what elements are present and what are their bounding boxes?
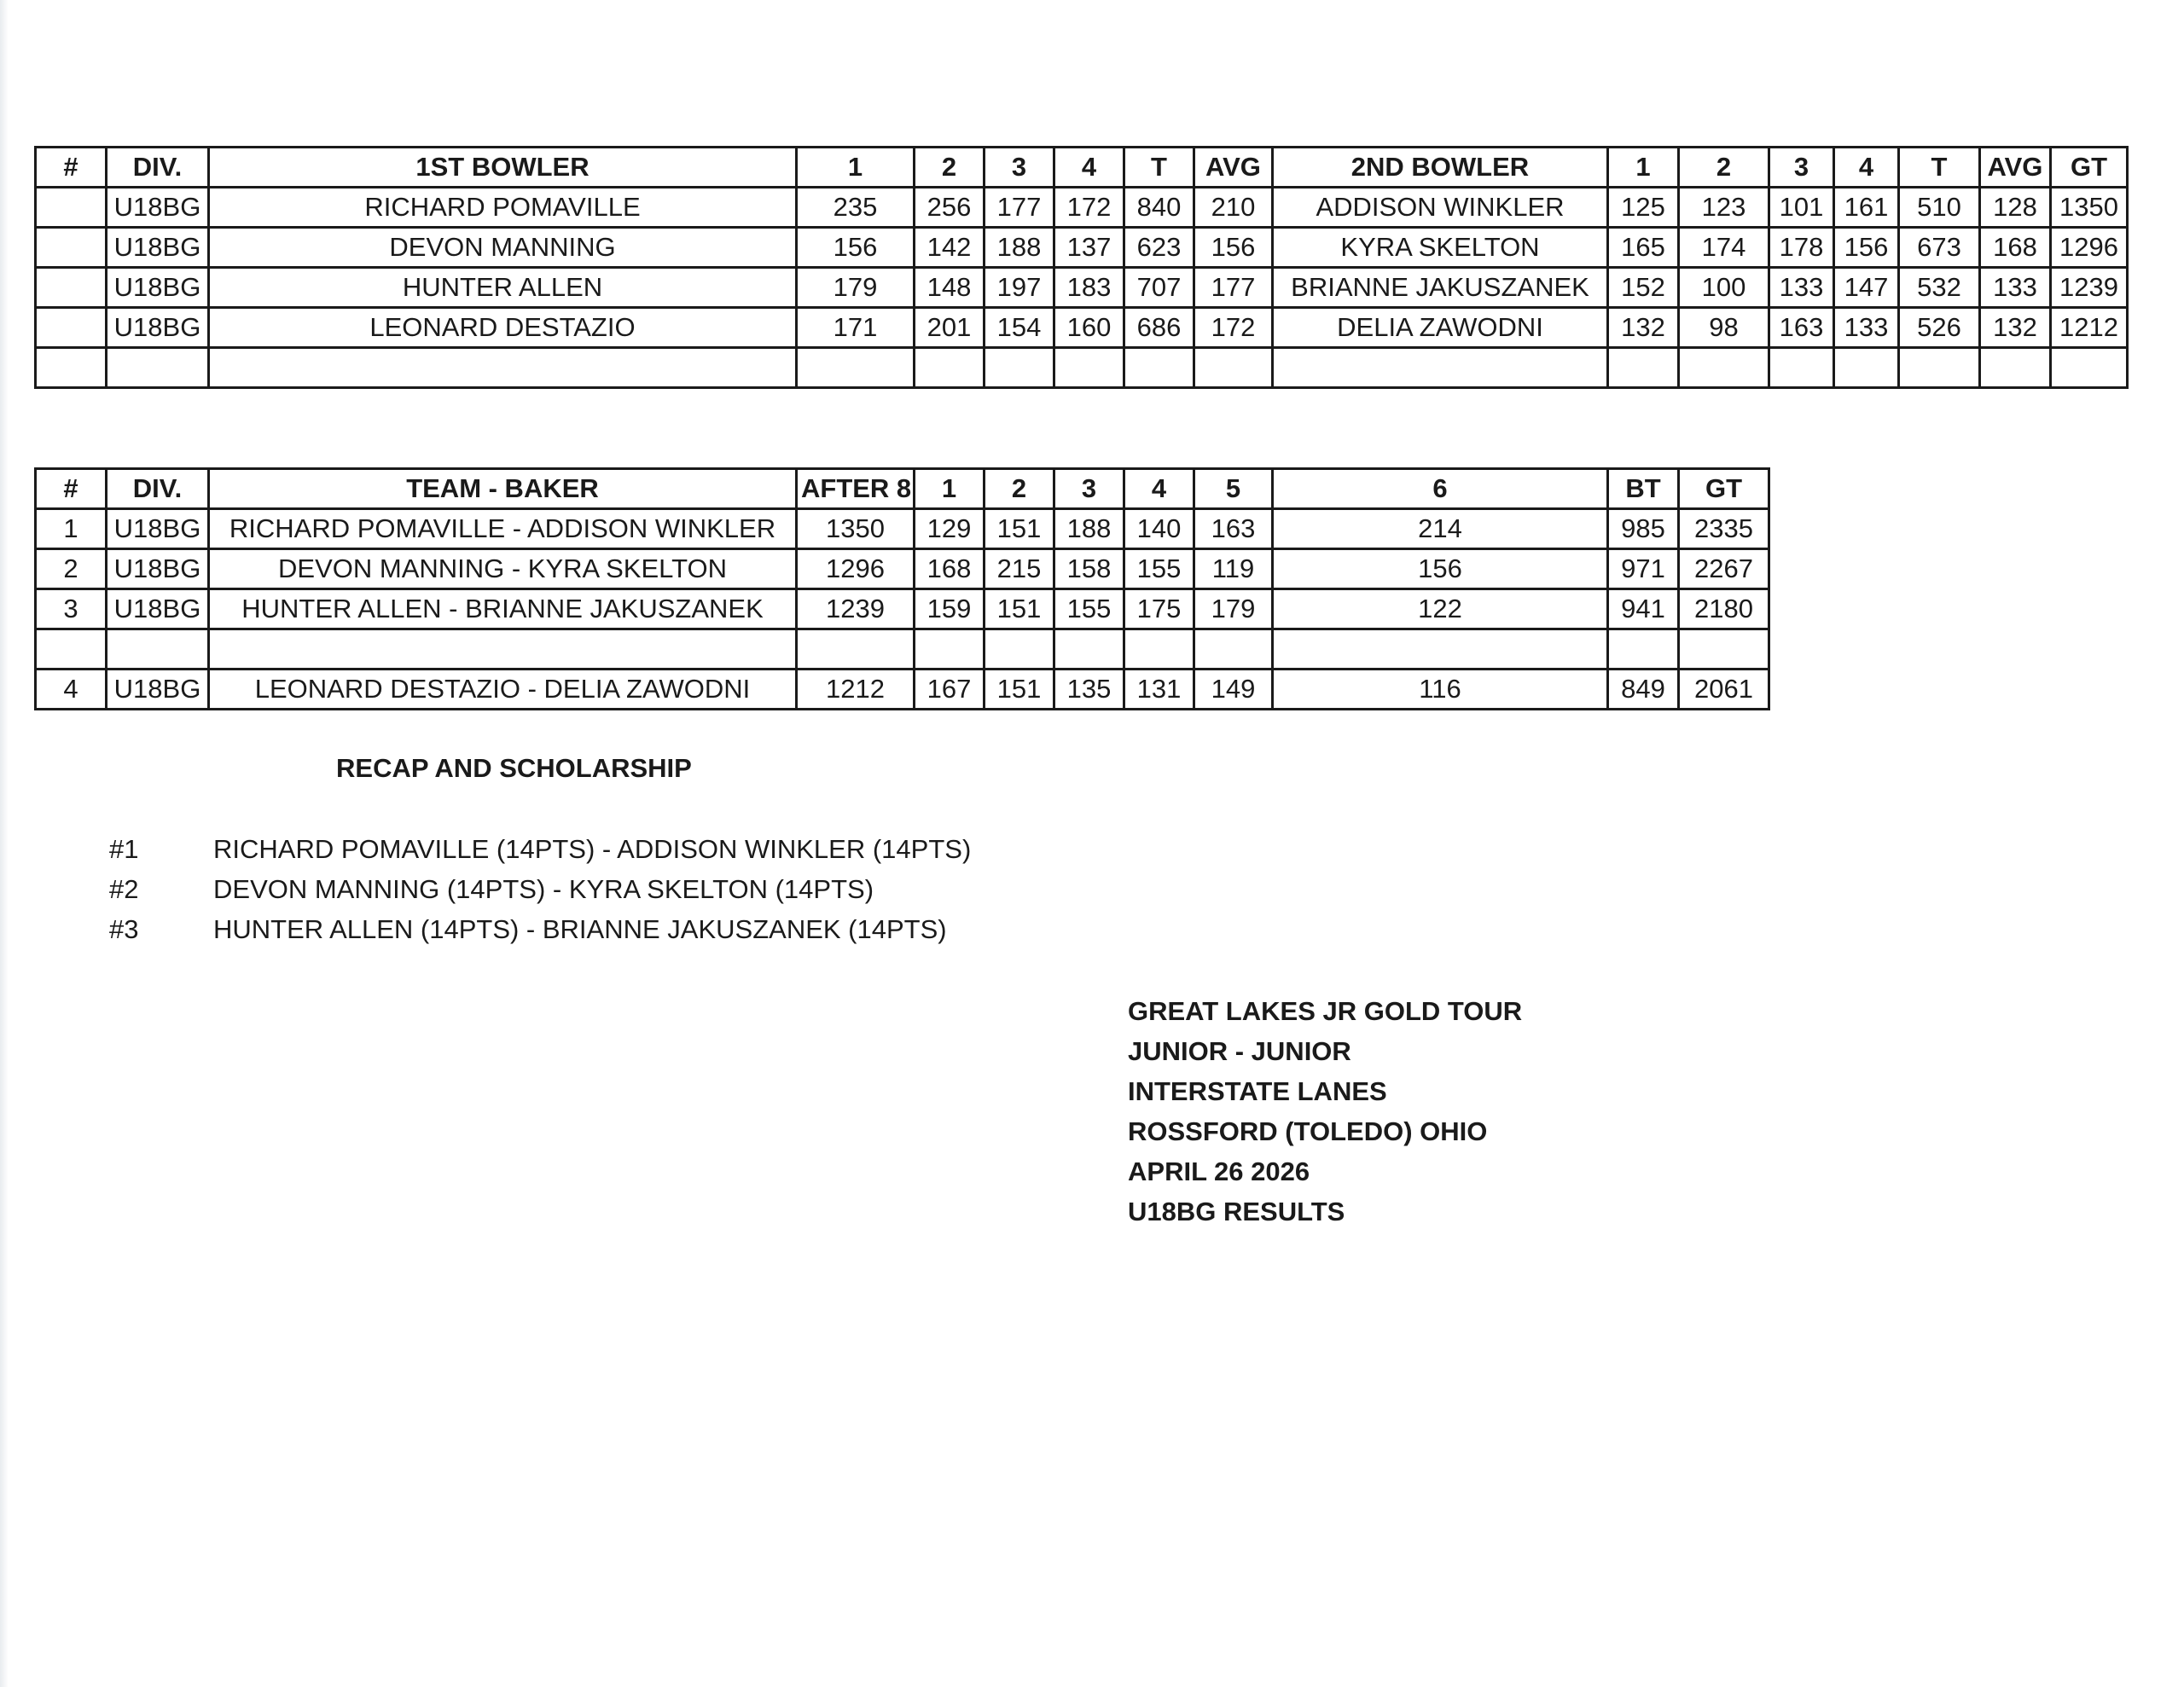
table-cell: [1608, 629, 1679, 670]
header-row: [36, 469, 1769, 509]
column-header: 4: [1834, 148, 1899, 188]
table-cell: 147: [1834, 268, 1899, 308]
table-cell: 1239: [2051, 268, 2128, 308]
column-header: AVG: [1194, 148, 1273, 188]
table-cell: 135: [1054, 670, 1124, 710]
table-cell: U18BG: [107, 268, 209, 308]
table-cell: 151: [985, 670, 1054, 710]
table-cell: [1054, 629, 1124, 670]
table-cell: 179: [1194, 589, 1273, 629]
table-cell: 142: [915, 228, 985, 268]
table-cell: 840: [1124, 188, 1194, 228]
column-header: T: [1124, 148, 1194, 188]
table-cell: [1769, 348, 1834, 388]
table-cell: 1239: [797, 589, 915, 629]
table-cell: LEONARD DESTAZIO - DELIA ZAWODNI: [209, 670, 797, 710]
table-cell: [915, 348, 985, 388]
table-cell: [36, 629, 107, 670]
table-cell: 167: [915, 670, 985, 710]
table-cell: [1273, 348, 1608, 388]
table-cell: 1: [36, 509, 107, 549]
table-cell: 148: [915, 268, 985, 308]
table-cell: [985, 348, 1054, 388]
recap-text: RICHARD POMAVILLE (14PTS) - ADDISON WINKLER (14PTS): [213, 834, 972, 864]
table-cell: [36, 348, 107, 388]
table-cell: 188: [1054, 509, 1124, 549]
table-cell: HUNTER ALLEN - BRIANNE JAKUSZANEK: [209, 589, 797, 629]
column-header: 2: [1679, 148, 1769, 188]
table-cell: [36, 308, 107, 348]
table-cell: [107, 629, 209, 670]
column-header: GT: [1679, 469, 1769, 509]
table-cell: 532: [1899, 268, 1980, 308]
column-header: 2: [915, 148, 985, 188]
table-cell: 1212: [797, 670, 915, 710]
table-cell: 2061: [1679, 670, 1769, 710]
table-row: [36, 308, 2128, 348]
table-cell: U18BG: [107, 308, 209, 348]
table-cell: 128: [1980, 188, 2051, 228]
table-cell: 151: [985, 589, 1054, 629]
recap-text: HUNTER ALLEN (14PTS) - BRIANNE JAKUSZANEK (14PTS): [213, 914, 947, 944]
recap-rank: #2: [109, 874, 139, 904]
column-header: #: [36, 469, 107, 509]
table-cell: 122: [1273, 589, 1608, 629]
table-cell: 123: [1679, 188, 1769, 228]
scan-edge: [0, 0, 9, 1687]
table-row: [36, 629, 1769, 670]
table-cell: 156: [1194, 228, 1273, 268]
column-header: T: [1899, 148, 1980, 188]
table-cell: 510: [1899, 188, 1980, 228]
table-cell: 179: [797, 268, 915, 308]
table-cell: 172: [1054, 188, 1124, 228]
table-cell: 125: [1608, 188, 1679, 228]
table-cell: 849: [1608, 670, 1679, 710]
column-header: 2: [985, 469, 1054, 509]
column-header: BT: [1608, 469, 1679, 509]
event-date: APRIL 26 2026: [1128, 1157, 1310, 1186]
column-header: 1: [915, 469, 985, 509]
table-cell: 985: [1608, 509, 1679, 549]
table-cell: [1679, 629, 1769, 670]
column-header: 3: [1769, 148, 1834, 188]
column-header: 4: [1124, 469, 1194, 509]
table-cell: 98: [1679, 308, 1769, 348]
table-cell: [1899, 348, 1980, 388]
table-cell: 154: [985, 308, 1054, 348]
column-header: DIV.: [107, 148, 209, 188]
recap-rank: #3: [109, 914, 139, 944]
table-cell: [985, 629, 1054, 670]
table-cell: 1212: [2051, 308, 2128, 348]
table-cell: 160: [1054, 308, 1124, 348]
table-cell: 3: [36, 589, 107, 629]
table-cell: U18BG: [107, 589, 209, 629]
table-cell: 165: [1608, 228, 1679, 268]
column-header: GT: [2051, 148, 2128, 188]
column-header: TEAM - BAKER: [209, 469, 797, 509]
table-cell: 235: [797, 188, 915, 228]
table-cell: 526: [1899, 308, 1980, 348]
table-cell: 161: [1834, 188, 1899, 228]
table-cell: ADDISON WINKLER: [1273, 188, 1608, 228]
table-cell: 673: [1899, 228, 1980, 268]
header-row: [36, 148, 2128, 188]
table-cell: 163: [1194, 509, 1273, 549]
table-cell: [1273, 629, 1608, 670]
table-cell: [1679, 348, 1769, 388]
table-cell: 172: [1194, 308, 1273, 348]
column-header: AFTER 8: [797, 469, 915, 509]
table-cell: 156: [1834, 228, 1899, 268]
event-location: ROSSFORD (TOLEDO) OHIO: [1128, 1116, 1488, 1146]
recap-text: DEVON MANNING (14PTS) - KYRA SKELTON (14PTS): [213, 874, 874, 904]
table-cell: 156: [1273, 549, 1608, 589]
table-cell: [1124, 629, 1194, 670]
table-cell: 140: [1124, 509, 1194, 549]
table-row: [36, 188, 2128, 228]
table-cell: 159: [915, 589, 985, 629]
table-cell: 2: [36, 549, 107, 589]
table-cell: 178: [1769, 228, 1834, 268]
table-row: [36, 348, 2128, 388]
table-cell: 175: [1124, 589, 1194, 629]
table-row: [36, 509, 1769, 549]
table-cell: 4: [36, 670, 107, 710]
table-cell: 100: [1679, 268, 1769, 308]
table-cell: 133: [1834, 308, 1899, 348]
table-cell: 152: [1608, 268, 1679, 308]
table-row: [36, 549, 1769, 589]
doubles-scores-table: [34, 146, 2129, 389]
table-cell: [36, 268, 107, 308]
column-header: DIV.: [107, 469, 209, 509]
table-cell: 129: [915, 509, 985, 549]
table-cell: 177: [1194, 268, 1273, 308]
table-cell: [915, 629, 985, 670]
recap-title: RECAP AND SCHOLARSHIP: [336, 753, 692, 783]
table-cell: 168: [1980, 228, 2051, 268]
table-cell: 156: [797, 228, 915, 268]
table-cell: U18BG: [107, 549, 209, 589]
table-cell: [36, 228, 107, 268]
column-header: 5: [1194, 469, 1273, 509]
table-cell: 686: [1124, 308, 1194, 348]
table-cell: 132: [1980, 308, 2051, 348]
column-header: 3: [1054, 469, 1124, 509]
recap-rank: #1: [109, 834, 139, 864]
column-header: 1: [797, 148, 915, 188]
column-header: #: [36, 148, 107, 188]
table-cell: 133: [1769, 268, 1834, 308]
event-results-label: U18BG RESULTS: [1128, 1197, 1345, 1226]
event-tour-name: GREAT LAKES JR GOLD TOUR: [1128, 996, 1523, 1026]
table-cell: 1350: [797, 509, 915, 549]
table-cell: 623: [1124, 228, 1194, 268]
table-cell: [1608, 348, 1679, 388]
table-cell: [1980, 348, 2051, 388]
event-venue: INTERSTATE LANES: [1128, 1076, 1387, 1106]
table-cell: 158: [1054, 549, 1124, 589]
table-cell: 116: [1273, 670, 1608, 710]
table-cell: U18BG: [107, 188, 209, 228]
table-cell: 2267: [1679, 549, 1769, 589]
column-header: 6: [1273, 469, 1608, 509]
table-cell: 2180: [1679, 589, 1769, 629]
table-cell: 256: [915, 188, 985, 228]
column-header: 1: [1608, 148, 1679, 188]
table-cell: 155: [1054, 589, 1124, 629]
table-cell: [1124, 348, 1194, 388]
table-cell: BRIANNE JAKUSZANEK: [1273, 268, 1608, 308]
table-cell: 155: [1124, 549, 1194, 589]
table-cell: 177: [985, 188, 1054, 228]
column-header: 4: [1054, 148, 1124, 188]
table-cell: 941: [1608, 589, 1679, 629]
table-cell: 183: [1054, 268, 1124, 308]
table-cell: 171: [797, 308, 915, 348]
table-cell: 168: [915, 549, 985, 589]
column-header: 2ND BOWLER: [1273, 148, 1608, 188]
event-info: [1128, 991, 1522, 1232]
table-cell: [2051, 348, 2128, 388]
table-cell: 174: [1679, 228, 1769, 268]
table-cell: 197: [985, 268, 1054, 308]
table-cell: DEVON MANNING - KYRA SKELTON: [209, 549, 797, 589]
table-row: [36, 670, 1769, 710]
table-cell: KYRA SKELTON: [1273, 228, 1608, 268]
table-cell: 131: [1124, 670, 1194, 710]
table-cell: 1296: [2051, 228, 2128, 268]
table-cell: 149: [1194, 670, 1273, 710]
table-cell: U18BG: [107, 670, 209, 710]
table-cell: [209, 348, 797, 388]
column-header: 3: [985, 148, 1054, 188]
table-cell: 132: [1608, 308, 1679, 348]
table-cell: 137: [1054, 228, 1124, 268]
table-cell: HUNTER ALLEN: [209, 268, 797, 308]
table-cell: LEONARD DESTAZIO: [209, 308, 797, 348]
table-cell: U18BG: [107, 509, 209, 549]
table-cell: [1054, 348, 1124, 388]
table-cell: 133: [1980, 268, 2051, 308]
table-cell: [36, 188, 107, 228]
table-cell: 707: [1124, 268, 1194, 308]
table-cell: 101: [1769, 188, 1834, 228]
table-cell: [209, 629, 797, 670]
table-cell: DELIA ZAWODNI: [1273, 308, 1608, 348]
table-cell: U18BG: [107, 228, 209, 268]
table-cell: 1350: [2051, 188, 2128, 228]
table-cell: 2335: [1679, 509, 1769, 549]
table-cell: [1194, 348, 1273, 388]
table-cell: 188: [985, 228, 1054, 268]
table-cell: 214: [1273, 509, 1608, 549]
table-cell: [1194, 629, 1273, 670]
team-baker-table: [34, 467, 1770, 710]
table-cell: [797, 348, 915, 388]
table-cell: 201: [915, 308, 985, 348]
table-cell: 971: [1608, 549, 1679, 589]
table-cell: 215: [985, 549, 1054, 589]
table-cell: 163: [1769, 308, 1834, 348]
table-cell: [107, 348, 209, 388]
event-category: JUNIOR - JUNIOR: [1128, 1036, 1351, 1066]
table-cell: RICHARD POMAVILLE: [209, 188, 797, 228]
table-cell: [797, 629, 915, 670]
column-header: 1ST BOWLER: [209, 148, 797, 188]
table-cell: 119: [1194, 549, 1273, 589]
table-row: [36, 268, 2128, 308]
table-cell: RICHARD POMAVILLE - ADDISON WINKLER: [209, 509, 797, 549]
table-row: [36, 589, 1769, 629]
column-header: AVG: [1980, 148, 2051, 188]
table-cell: 151: [985, 509, 1054, 549]
table-cell: DEVON MANNING: [209, 228, 797, 268]
table-cell: 210: [1194, 188, 1273, 228]
table-cell: [1834, 348, 1899, 388]
table-cell: 1296: [797, 549, 915, 589]
table-row: [36, 228, 2128, 268]
